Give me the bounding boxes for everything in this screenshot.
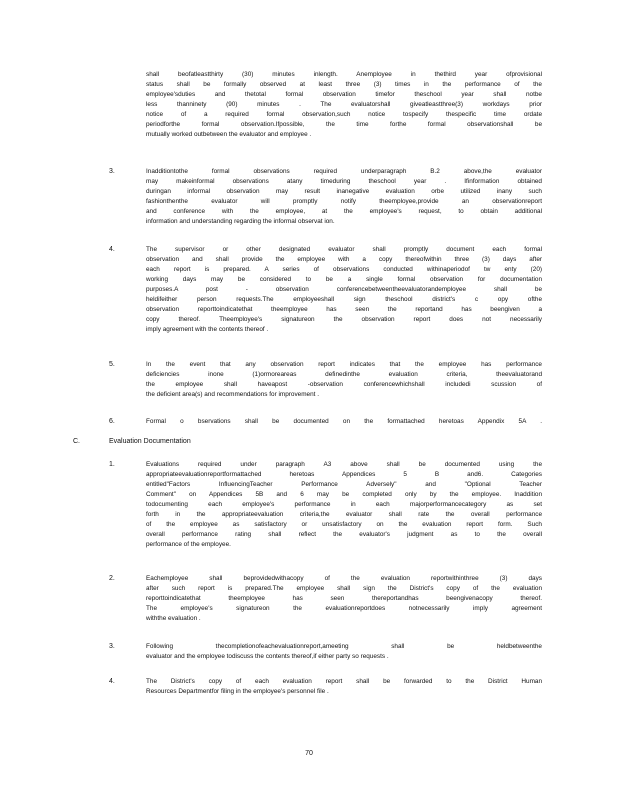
- text-line: fashionthenthe evaluator will promptly notify theemployee,provide an observationreport: [146, 198, 542, 205]
- text-line: observation and shall provide the employee with a copy thereofwithin three (3) days after: [146, 256, 542, 263]
- text-line: purposes.A post - observation conferencebetweentheevaluatorandemployee shall be: [146, 286, 542, 293]
- text-line: Formal o bservations shall be documented on the formattached heretoas Appendix 5A .: [146, 418, 542, 425]
- text-line: and conference with the employee, at the employee's request, to obtain additional: [146, 208, 542, 215]
- section-letter: C.: [73, 438, 80, 445]
- page-number: 70: [305, 750, 313, 757]
- text-line: working days may be considered to be a single formal observation for documentation: [146, 276, 542, 283]
- item-number: 4.: [109, 678, 115, 685]
- text-line: after such report is prepared.The employee shall sign the District's copy of the evaluation: [146, 585, 542, 592]
- text-line: shall beofatleastthirty (30) minutes inlength. Anemployee in thethird year ofprovisional: [146, 71, 542, 78]
- text-line: reporttoindicatethat theemployee has seen thereportandhas beengivenacopy thereof.: [146, 595, 542, 602]
- text-line: status shall be formally observed at least three (3) times in the performance of the: [146, 81, 542, 88]
- text-line: observation reporttoindicatethat theemployee has seen the reportand has beengiven a: [146, 306, 542, 313]
- text-line: information and understanding regarding the informal observat ion.: [146, 218, 335, 225]
- text-line: In the event that any observation report indicates that the employee has performance: [146, 361, 542, 368]
- text-line: heldifeither person requests.The employeeshall sign theschool district's c opy ofthe: [146, 296, 542, 303]
- text-line: Following thecompletionofeachevaluationreport,ameeting shall be heldbetweenthe: [146, 643, 542, 650]
- text-line: Eachemployee shall beprovidedwithacopy of the evaluation reportwithinthree (3) days: [146, 575, 542, 582]
- text-line: forth in the appropriateevaluation criteria,the evaluator shall rate the overall performance: [146, 511, 542, 518]
- section-title: Evaluation Documentation: [109, 438, 191, 445]
- text-line: Inadditiontothe formal observations required underparagraph B.2 above,the evaluator: [146, 168, 542, 175]
- item-number: 6.: [109, 418, 115, 425]
- text-line: Evaluations required under paragraph A3 above shall be documented using the: [146, 461, 542, 468]
- item-number: 5.: [109, 361, 115, 368]
- text-line: The District's copy of each evaluation report shall be forwarded to the District Human: [146, 678, 542, 685]
- text-line: evaluator and the employee todiscuss the contents thereof,if either party so requests .: [146, 653, 389, 660]
- item-number: 3.: [109, 168, 115, 175]
- text-line: mutually worked outbetween the evaluator and employee .: [146, 131, 312, 138]
- text-line: entitled"Factors InfluencingTeacher Performance Adversely" and "Optional Teacher: [146, 481, 542, 488]
- text-line: may makeinformal observations atany timeduring theschool year . Ifinformation obtained: [146, 178, 542, 185]
- text-line: Resources Departmentfor filing in the employee's personnel file .: [146, 688, 329, 695]
- text-line: duringan informal observation may result inanegative evaluation orbe utilized inany such: [146, 188, 542, 195]
- text-line: appropriateevaluationreportformattached heretoas Appendices 5 B and6. Categories: [146, 471, 542, 478]
- text-line: The employee's signatureon the evaluationreportdoes notnecessarily imply agreement: [146, 605, 542, 612]
- text-line: of the employee as satisfactory or unsatisfactory on the evaluation report form. Such: [146, 521, 542, 528]
- text-line: withthe evaluation .: [146, 615, 201, 622]
- text-line: overall performance rating shall reflect the evaluator's judgment as to the overall: [146, 531, 542, 538]
- text-line: imply agreement with the contents thereof .: [146, 326, 269, 333]
- item-number: 1.: [109, 461, 115, 468]
- text-line: employee'sduties and thetotal formal observation timefor theschool year shall notbe: [146, 91, 542, 98]
- item-number: 4.: [109, 246, 115, 253]
- text-line: periodforthe formal observation.Ifpossible, the time forthe formal observationshall be: [146, 121, 542, 128]
- text-line: each report is prepared. A series of observations conducted withinaperiodof tw enty (20): [146, 266, 542, 273]
- text-line: performance of the employee.: [146, 541, 231, 548]
- text-line: todocumenting each employee's performance in each majorperformancecategory as set: [146, 501, 542, 508]
- item-number: 3.: [109, 643, 115, 650]
- item-number: 2.: [109, 575, 115, 582]
- text-line: The supervisor or other designated evaluator shall promptly document each formal: [146, 246, 542, 253]
- text-line: less thanninety (90) minutes . The evaluatorshall giveatleastthree(3) workdays prior: [146, 101, 542, 108]
- text-line: Comment" on Appendices 5B and 6 may be completed only by the employee. Inaddition: [146, 491, 542, 498]
- text-line: notice of a required formal observation,such notice tospecify thespecific time ordate: [146, 111, 542, 118]
- text-line: the employee shall haveapost -observation conferencewhichshall includedi scussion of: [146, 381, 542, 388]
- text-line: copy thereof. Theemployee's signatureon the observation report does not necessarily: [146, 316, 542, 323]
- text-line: deficiencies inone (1)ormoreareas definedinthe evaluation criteria, theevaluatorand: [146, 371, 542, 378]
- text-line: the deficient area(s) and recommendations for improvement .: [146, 391, 319, 398]
